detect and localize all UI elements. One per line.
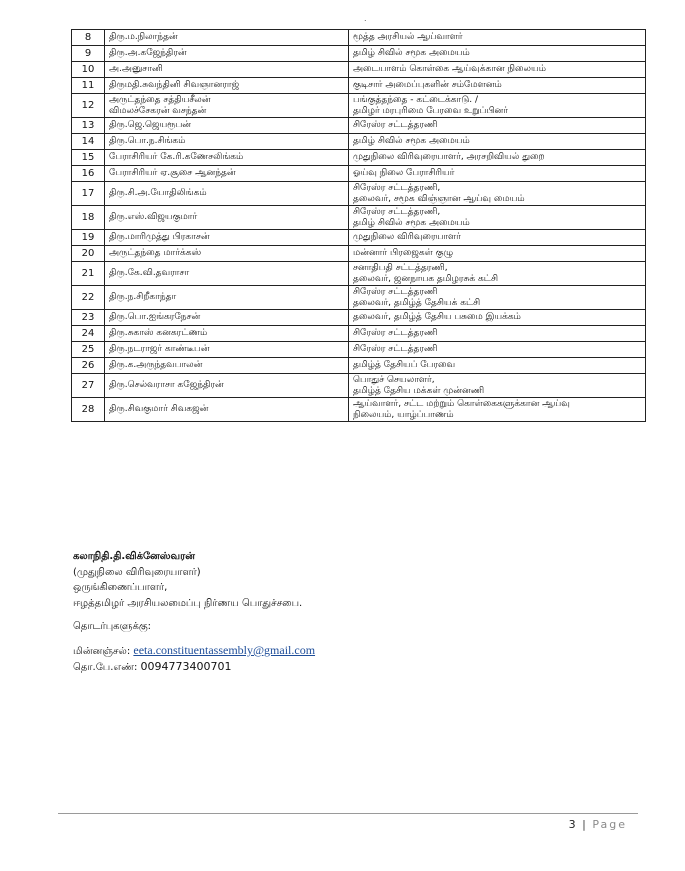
member-role-cell bbox=[349, 246, 646, 262]
table-row bbox=[72, 310, 646, 326]
member-name-cell bbox=[105, 286, 349, 310]
member-name-cell bbox=[105, 398, 349, 422]
phone-number: 0094773400701 bbox=[140, 660, 232, 673]
member-role: தமிழர் மரபுரிமை பேரவை உறுப்பினர் bbox=[353, 105, 508, 116]
phone-label: தொ.பே.எண்: bbox=[73, 662, 138, 673]
member-role-cell bbox=[349, 230, 646, 246]
table-row bbox=[72, 134, 646, 150]
member-role-cell bbox=[349, 150, 646, 166]
row-number: 8 bbox=[72, 30, 105, 46]
row-number: 26 bbox=[72, 358, 105, 374]
table-row bbox=[72, 374, 646, 398]
member-name-cell bbox=[105, 374, 349, 398]
signatory-organization: ஈழத்தமிழர் அரசியலமைப்பு நிர்ணய பொதுச்சபை. bbox=[73, 597, 303, 609]
row-number: 25 bbox=[72, 342, 105, 358]
member-name: திரு.எஸ்.விஜயகுமார் bbox=[109, 212, 198, 222]
row-number: 11 bbox=[72, 78, 105, 94]
member-role-cell bbox=[349, 118, 646, 134]
row-number: 10 bbox=[72, 62, 105, 78]
member-name: திரு.கே.வி.தவராசா bbox=[109, 268, 190, 278]
page-word: Page bbox=[592, 818, 627, 831]
table-row bbox=[72, 358, 646, 374]
table-row bbox=[72, 94, 646, 118]
signatory-role: ஒருங்கிணைப்பாளர், bbox=[73, 582, 168, 593]
member-name: விமலச்சேகரன் வசந்தன் bbox=[109, 105, 207, 116]
member-name-cell bbox=[105, 246, 349, 262]
table-row bbox=[72, 286, 646, 310]
member-role-cell bbox=[349, 342, 646, 358]
table-row bbox=[72, 62, 646, 78]
member-name: திரு.சிவகுமார் சிவகஜன் bbox=[109, 404, 209, 414]
member-role: பங்குத்தந்தை - கட்டைக்காடு. / bbox=[353, 94, 478, 105]
table-row bbox=[72, 262, 646, 286]
member-role-cell bbox=[349, 78, 646, 94]
member-role-cell bbox=[349, 134, 646, 150]
email-row bbox=[73, 643, 315, 659]
row-number: 22 bbox=[72, 286, 105, 310]
member-name: திரு.சுகாஸ் கனகரட்ணம் bbox=[109, 328, 208, 338]
member-role: சனாதிபதி சட்டத்தரணி, bbox=[353, 262, 448, 273]
row-number: 21 bbox=[72, 262, 105, 286]
member-role: சிரேஸ்ர சட்டத்தரணி bbox=[353, 328, 438, 338]
member-role: பொதுச் செயலாளர், bbox=[353, 374, 435, 385]
member-role: தமிழ்த் தேசிய மக்கள் முன்னணி bbox=[353, 385, 485, 396]
signature-block bbox=[73, 549, 302, 611]
member-role: சிரேஸ்ர சட்டத்தரணி bbox=[353, 120, 438, 130]
member-name-cell bbox=[105, 150, 349, 166]
row-number: 27 bbox=[72, 374, 105, 398]
member-name: திரு.மாரிமுத்து பிரகாசன் bbox=[109, 232, 210, 242]
member-role-cell bbox=[349, 94, 646, 118]
member-role-cell bbox=[349, 62, 646, 78]
member-role-cell bbox=[349, 398, 646, 422]
member-name-cell bbox=[105, 310, 349, 326]
member-role: தமிழ் சிவில் சமூக அமையம் bbox=[353, 48, 470, 58]
member-role: சிரேஸ்ர சட்டத்தரணி, bbox=[353, 206, 441, 217]
member-name-cell bbox=[105, 230, 349, 246]
member-name-cell bbox=[105, 182, 349, 206]
member-name: திரு.நடராஜர் காண்டீபன் bbox=[109, 344, 210, 354]
member-role: குடிசார் அமைப்புகளின் சம்மேளனம் bbox=[353, 80, 502, 90]
member-name: திரு.பொ.ந.சிங்கம் bbox=[109, 136, 186, 146]
member-name-cell bbox=[105, 30, 349, 46]
table-row bbox=[72, 230, 646, 246]
member-role-cell bbox=[349, 206, 646, 230]
member-role: மன்னார் பிரஜைகள் குழு bbox=[353, 248, 454, 258]
member-role: அடையாளம் கொள்கை ஆய்வுக்கான நிலையம் bbox=[353, 64, 546, 74]
row-number: 17 bbox=[72, 182, 105, 206]
member-name: திரு.ந.சிறீகாந்தா bbox=[109, 292, 177, 302]
table-row bbox=[72, 30, 646, 46]
table-row bbox=[72, 326, 646, 342]
table-row bbox=[72, 78, 646, 94]
member-role-cell bbox=[349, 358, 646, 374]
contact-block bbox=[73, 619, 315, 675]
member-role: முதுநிலை விரிவுரையாளர் bbox=[353, 232, 461, 242]
member-role: தமிழ்த் தேசியப் பேரவை bbox=[353, 360, 456, 370]
member-name-cell bbox=[105, 166, 349, 182]
table-row bbox=[72, 150, 646, 166]
table-row bbox=[72, 342, 646, 358]
member-table-body bbox=[72, 30, 646, 422]
table-row bbox=[72, 182, 646, 206]
member-role: தமிழ் சிவில் சமூக அமையம் bbox=[353, 217, 470, 228]
row-number: 28 bbox=[72, 398, 105, 422]
member-role-cell bbox=[349, 46, 646, 62]
member-role: மூத்த அரசியல் ஆய்வாளர் bbox=[353, 32, 463, 42]
contact-heading: தொடர்புகளுக்கு: bbox=[73, 621, 152, 632]
member-name: பேராசிரியர் ஏ.சூசை ஆனந்தன் bbox=[109, 168, 236, 178]
member-role: தலைவர், ஜனநாயக தமிழரசுக் கட்சி bbox=[353, 273, 499, 284]
row-number: 15 bbox=[72, 150, 105, 166]
table-row bbox=[72, 46, 646, 62]
member-role: சிரேஸ்ர சட்டத்தரணி bbox=[353, 286, 438, 297]
member-name: அ.அனுசானி bbox=[109, 64, 163, 74]
row-number: 16 bbox=[72, 166, 105, 182]
top-mark: . bbox=[364, 14, 367, 23]
member-role: தலைவர், சமூக விஞ்ஞான ஆய்வு மையம் bbox=[353, 193, 525, 204]
member-name: திரு.பொ.ஐங்கரநேசன் bbox=[109, 312, 201, 322]
member-role: தமிழ் சிவில் சமூக அமையம் bbox=[353, 136, 470, 146]
member-table bbox=[71, 29, 646, 422]
member-role-cell bbox=[349, 326, 646, 342]
table-row bbox=[72, 246, 646, 262]
member-role-cell bbox=[349, 262, 646, 286]
email-link[interactable]: eeta.constituentassembly@gmail.com bbox=[133, 643, 316, 657]
member-name-cell bbox=[105, 326, 349, 342]
row-number: 13 bbox=[72, 118, 105, 134]
row-number: 14 bbox=[72, 134, 105, 150]
member-role: நிலையம், யாழ்ப்பாணம் bbox=[353, 409, 454, 420]
member-name: திரு.அ.கஜேந்திரன் bbox=[109, 48, 187, 58]
member-name-cell bbox=[105, 46, 349, 62]
member-role-cell bbox=[349, 374, 646, 398]
page-footer bbox=[569, 818, 627, 831]
row-number: 9 bbox=[72, 46, 105, 62]
member-name: பேராசிரியர் கே.ரி.கணேசலிங்கம் bbox=[109, 152, 244, 162]
table-row bbox=[72, 118, 646, 134]
member-name-cell bbox=[105, 262, 349, 286]
member-name: அருட்தந்தை சத்தியசீலன் bbox=[109, 94, 211, 105]
member-role: தலைவர், தமிழ்த் தேசியக் கட்சி bbox=[353, 297, 481, 308]
member-name-cell bbox=[105, 206, 349, 230]
member-role-cell bbox=[349, 286, 646, 310]
member-name: அருட்தந்தை மார்க்கஸ் bbox=[109, 248, 202, 258]
member-name-cell bbox=[105, 78, 349, 94]
row-number: 24 bbox=[72, 326, 105, 342]
row-number: 18 bbox=[72, 206, 105, 230]
signatory-title: (முதுநிலை விரிவுரையாளர்) bbox=[73, 566, 201, 578]
member-name-cell bbox=[105, 342, 349, 358]
member-role: சிரேஸ்ர சட்டத்தரணி, bbox=[353, 182, 441, 193]
member-role-cell bbox=[349, 182, 646, 206]
member-role: தலைவர், தமிழ்த் தேசிய பசுமை இயக்கம் bbox=[353, 312, 521, 322]
phone-row bbox=[73, 659, 315, 675]
table-row bbox=[72, 206, 646, 230]
member-name-cell bbox=[105, 94, 349, 118]
footer-divider bbox=[58, 813, 638, 814]
member-name: திருமதி.சுவந்தினி சிவஞானராஜ் bbox=[109, 80, 240, 90]
row-number: 12 bbox=[72, 94, 105, 118]
member-role: ஓய்வு நிலை பேராசிரியர் bbox=[353, 168, 455, 178]
member-name-cell bbox=[105, 134, 349, 150]
row-number: 23 bbox=[72, 310, 105, 326]
member-name: திரு.செல்வராசா கஜேந்திரன் bbox=[109, 380, 224, 390]
member-name-cell bbox=[105, 118, 349, 134]
member-role-cell bbox=[349, 30, 646, 46]
member-name-cell bbox=[105, 62, 349, 78]
member-role: சிரேஸ்ர சட்டத்தரணி bbox=[353, 344, 438, 354]
member-name-cell bbox=[105, 358, 349, 374]
signatory-name: கலாநிதி.தி.விக்னேஸ்வரன் bbox=[73, 551, 195, 562]
member-role-cell bbox=[349, 310, 646, 326]
table-row bbox=[72, 398, 646, 422]
member-name: திரு.சி.அ.யோதிலிங்கம் bbox=[109, 188, 207, 198]
row-number: 20 bbox=[72, 246, 105, 262]
email-label: மின்னஞ்சல்: bbox=[73, 646, 131, 657]
member-name: திரு.ஜெ.ஜெயரூபன் bbox=[109, 120, 192, 130]
footer-separator: | bbox=[582, 818, 586, 831]
member-name: திரு.ம.நிலாந்தன் bbox=[109, 32, 178, 42]
member-name: திரு.க.அருந்தவபாலன் bbox=[109, 360, 203, 370]
row-number: 19 bbox=[72, 230, 105, 246]
table-row bbox=[72, 166, 646, 182]
member-role-cell bbox=[349, 166, 646, 182]
member-role: ஆய்வாளர், சட்ட மற்றும் கொள்கைகளுக்கான ஆய்வு bbox=[353, 398, 570, 409]
page-number: 3 bbox=[568, 818, 576, 831]
member-role: முதுநிலை விரிவுரையாளர், அரசறிவியல் துறை bbox=[353, 152, 545, 162]
